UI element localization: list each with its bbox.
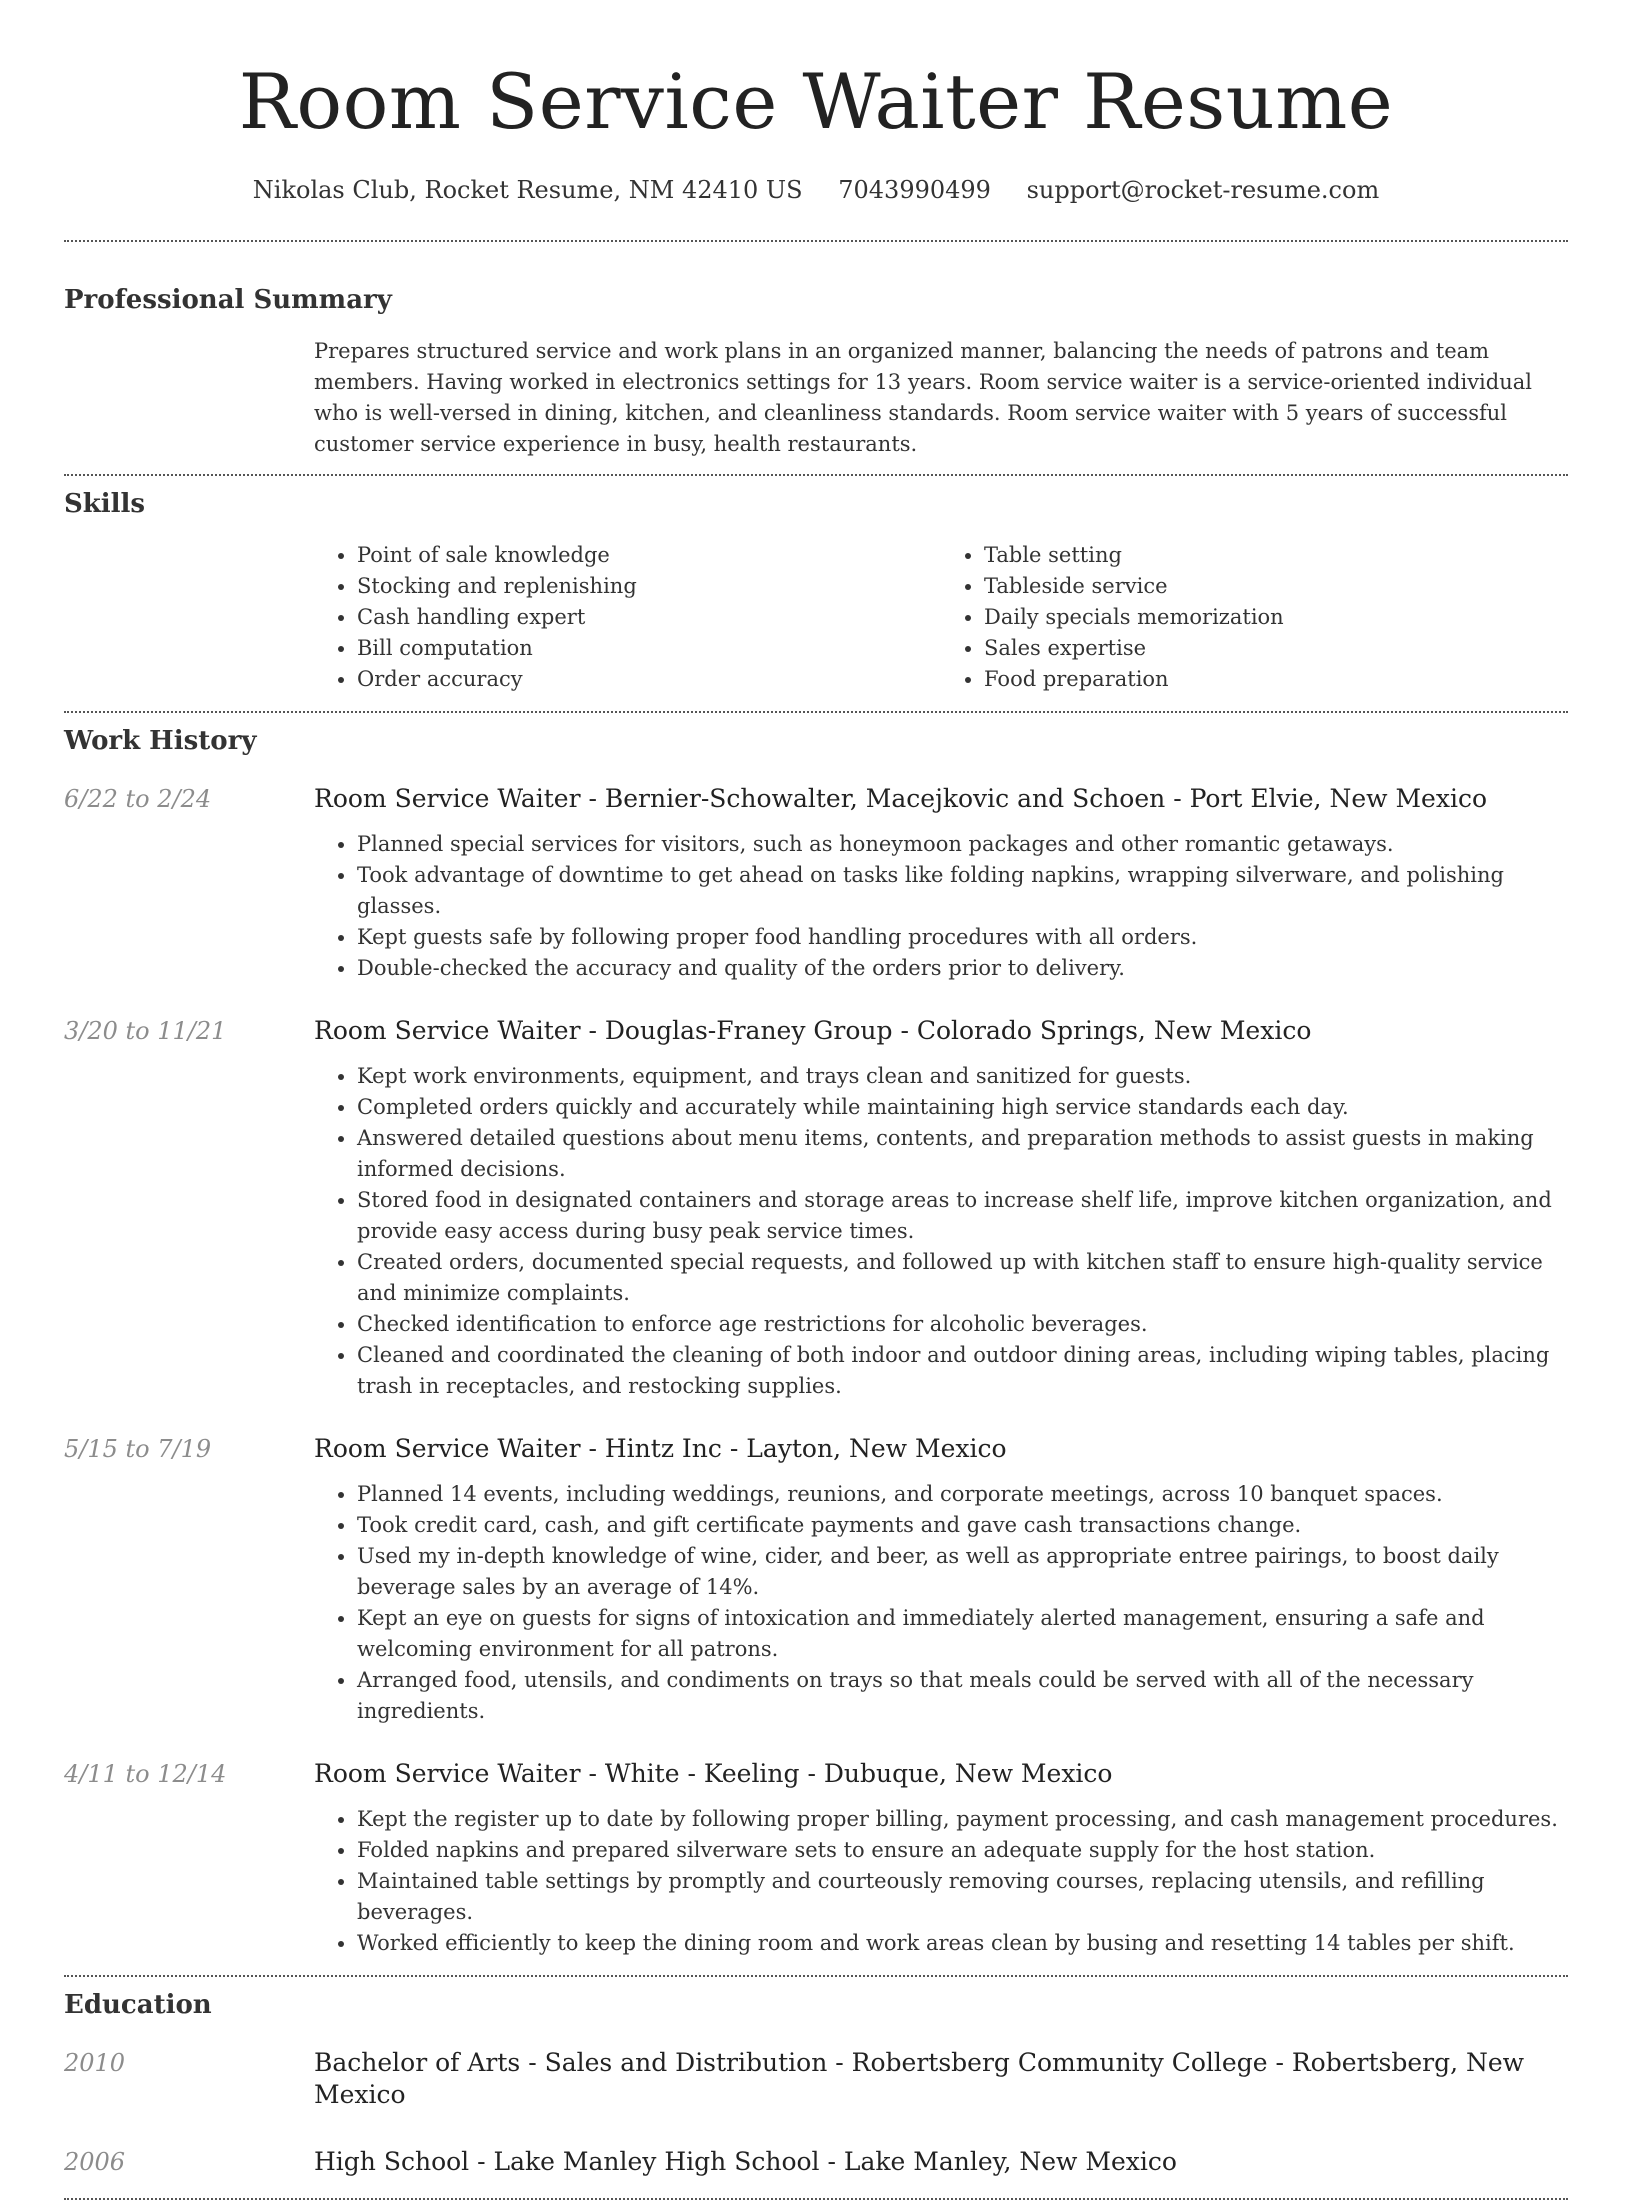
education-year: 2010 bbox=[64, 2049, 126, 2077]
job-bullet: • Planned 14 events, including weddings, reunions, and corporate meetings, across 10 banquet spaces. bbox=[357, 1479, 1568, 1510]
skills-list-right bbox=[941, 540, 1568, 695]
skill-item: • Tableside service bbox=[984, 571, 1568, 602]
education-heading: High School - Lake Manley High School - Lake Manley, New Mexico bbox=[314, 2147, 1177, 2176]
job-bullet: • Planned special services for visitors, such as honeymoon packages and other romantic getaways. bbox=[357, 829, 1568, 860]
contact-address: Nikolas Club, Rocket Resume, NM 42410 US bbox=[252, 176, 803, 204]
section-title-summary: Professional Summary bbox=[64, 285, 392, 315]
education-year: 2006 bbox=[64, 2148, 126, 2176]
skill-item: • Bill computation bbox=[357, 633, 941, 664]
job-bullet: • Used my in-depth knowledge of wine, cider, and beer, as well as appropriate entree pairings, to boost daily beverage sales by an average of 14%. bbox=[357, 1541, 1568, 1603]
resume-title: Room Service Waiter Resume bbox=[238, 57, 1394, 146]
skill-item: • Daily specials memorization bbox=[984, 602, 1568, 633]
job-bullet: • Maintained table settings by promptly and courteously removing courses, replacing utensils, and refilling beverages. bbox=[357, 1866, 1568, 1928]
job-bullets bbox=[314, 1061, 1568, 1402]
education-entry bbox=[64, 2146, 1568, 2178]
skills-section bbox=[64, 476, 1568, 695]
contact-line bbox=[64, 174, 1568, 206]
job-bullet: • Kept guests safe by following proper food handling procedures with all orders. bbox=[357, 922, 1568, 953]
skill-item: • Stocking and replenishing bbox=[357, 571, 941, 602]
job-bullet: • Kept the register up to date by following proper billing, payment processing, and cash management procedures. bbox=[357, 1804, 1568, 1835]
job-bullet: • Answered detailed questions about menu items, contents, and preparation methods to assist guests in making informed decisions. bbox=[357, 1123, 1568, 1185]
job-bullet: • Kept an eye on guests for signs of intoxication and immediately alerted management, ensuring a safe and welcoming environment for all patrons. bbox=[357, 1603, 1568, 1665]
section-title-work: Work History bbox=[64, 726, 257, 756]
job-dates: 5/15 to 7/19 bbox=[64, 1435, 212, 1463]
job-bullet: • Took advantage of downtime to get ahead on tasks like folding napkins, wrapping silverware, and polishing glasses. bbox=[357, 860, 1568, 922]
summary-text: Prepares structured service and work plans in an organized manner, balancing the needs of patrons and team members. Having worked in electronics settings for 13 years. Room service waiter is a service-oriented individual who is well-versed in dining, kitchen, and cleanliness standards. Room service waiter with 5 years of successful customer service experience in busy, health restaurants. bbox=[314, 339, 1532, 456]
job-heading: Room Service Waiter - White - Keeling - Dubuque, New Mexico bbox=[314, 1759, 1113, 1788]
skill-item: • Point of sale knowledge bbox=[357, 540, 941, 571]
skill-item: • Table setting bbox=[984, 540, 1568, 571]
contact-phone: 7043990499 bbox=[838, 176, 991, 204]
job-dates: 3/20 to 11/21 bbox=[64, 1017, 227, 1045]
job-heading: Room Service Waiter - Hintz Inc - Layton, New Mexico bbox=[314, 1434, 1007, 1463]
job-bullet: • Created orders, documented special requests, and followed up with kitchen staff to ensure high-quality service and minimize complaints. bbox=[357, 1247, 1568, 1309]
job-bullet: • Arranged food, utensils, and condiments on trays so that meals could be served with all of the necessary ingredients. bbox=[357, 1665, 1568, 1727]
job-bullets bbox=[314, 829, 1568, 984]
job-heading: Room Service Waiter - Bernier-Schowalter, Macejkovic and Schoen - Port Elvie, New Mexico bbox=[314, 784, 1487, 813]
education-section bbox=[64, 1977, 1568, 2178]
contact-email: support@rocket-resume.com bbox=[1026, 176, 1380, 204]
skill-item: • Sales expertise bbox=[984, 633, 1568, 664]
job-entry bbox=[64, 783, 1568, 984]
education-heading: Bachelor of Arts - Sales and Distribution - Robertsberg Community College - Robertsberg, New Mexico bbox=[314, 2048, 1525, 2109]
job-bullet: • Folded napkins and prepared silverware sets to ensure an adequate supply for the host station. bbox=[357, 1835, 1568, 1866]
job-bullet: • Completed orders quickly and accurately while maintaining high service standards each day. bbox=[357, 1092, 1568, 1123]
skills-list-left bbox=[314, 540, 941, 695]
section-title-education: Education bbox=[64, 1990, 212, 2020]
job-entry bbox=[64, 1015, 1568, 1402]
job-heading: Room Service Waiter - Douglas-Franey Group - Colorado Springs, New Mexico bbox=[314, 1016, 1312, 1045]
skill-item: • Order accuracy bbox=[357, 664, 941, 695]
summary-section bbox=[64, 242, 1568, 460]
job-entry bbox=[64, 1433, 1568, 1727]
job-dates: 6/22 to 2/24 bbox=[64, 785, 212, 813]
job-bullet: • Stored food in designated containers and storage areas to increase shelf life, improve kitchen organization, and provide easy access during busy peak service times. bbox=[357, 1185, 1568, 1247]
work-section bbox=[64, 713, 1568, 1959]
job-bullet: • Double-checked the accuracy and quality of the orders prior to delivery. bbox=[357, 953, 1568, 984]
skill-item: • Cash handling expert bbox=[357, 602, 941, 633]
job-bullet: • Kept work environments, equipment, and trays clean and sanitized for guests. bbox=[357, 1061, 1568, 1092]
job-bullet: • Cleaned and coordinated the cleaning of both indoor and outdoor dining areas, including wiping tables, placing trash in receptacles, and restocking supplies. bbox=[357, 1340, 1568, 1402]
job-bullet: • Took credit card, cash, and gift certificate payments and gave cash transactions change. bbox=[357, 1510, 1568, 1541]
job-dates: 4/11 to 12/14 bbox=[64, 1760, 227, 1788]
job-bullets bbox=[314, 1804, 1568, 1959]
section-title-skills: Skills bbox=[64, 489, 146, 519]
education-entry bbox=[64, 2047, 1568, 2111]
job-entry bbox=[64, 1758, 1568, 1959]
job-bullet: • Checked identification to enforce age restrictions for alcoholic beverages. bbox=[357, 1309, 1568, 1340]
job-bullet: • Worked efficiently to keep the dining room and work areas clean by busing and resetting 14 tables per shift. bbox=[357, 1928, 1568, 1959]
skill-item: • Food preparation bbox=[984, 664, 1568, 695]
job-bullets bbox=[314, 1479, 1568, 1727]
